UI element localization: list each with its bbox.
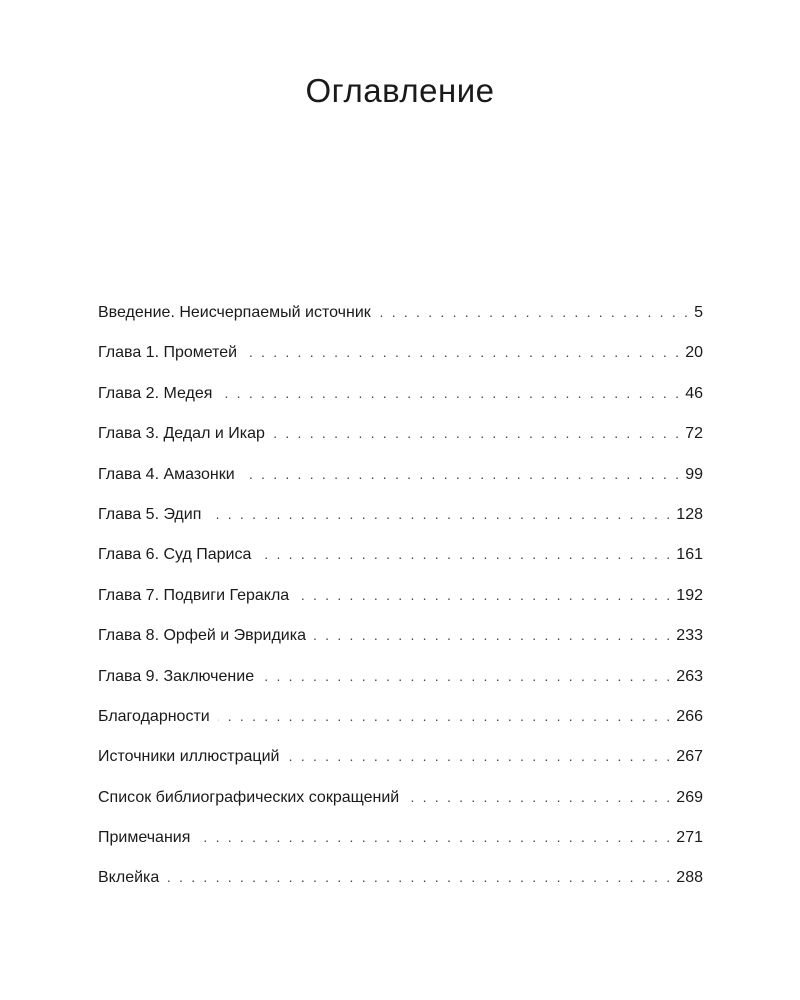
toc-entry-page-number: 192: [676, 586, 703, 604]
toc-entry[interactable]: [98, 702, 703, 742]
dot-leader: [297, 581, 672, 609]
toc-entry[interactable]: [98, 298, 703, 338]
toc-entry-label: Благодарности: [98, 707, 210, 725]
toc-entry-label: Введение. Неисчерпаемый источник: [98, 304, 371, 321]
dot-leader: [273, 419, 681, 447]
table-of-contents: [98, 298, 703, 904]
toc-entry-page-number: 128: [676, 505, 703, 523]
page-title: Оглавление: [305, 72, 495, 109]
toc-entry-label: Источники иллюстраций: [98, 748, 280, 766]
dot-leader: [245, 338, 681, 366]
toc-entry-page-number: 269: [676, 788, 703, 806]
dot-leader: [167, 863, 672, 891]
toc-entry-label: Глава 5. Эдип: [98, 505, 202, 523]
dot-leader: [218, 702, 673, 730]
toc-entry[interactable]: [98, 742, 703, 782]
toc-entry[interactable]: [98, 540, 703, 580]
toc-entry-page-number: 20: [685, 344, 703, 362]
toc-entry-label: Глава 6. Суд Париса: [98, 546, 252, 564]
toc-entry-label: Глава 9. Заключение: [98, 667, 255, 685]
toc-entry-page-number: 233: [676, 627, 703, 645]
toc-entry-label: Список библиографических сокращений: [98, 788, 400, 806]
dot-leader: [407, 783, 672, 811]
toc-entry[interactable]: [98, 460, 703, 500]
toc-entry[interactable]: [98, 379, 703, 419]
dot-leader: [262, 662, 672, 690]
toc-entry-page-number: 288: [676, 869, 703, 887]
dot-leader: [287, 742, 672, 770]
dot-leader: [379, 298, 690, 326]
toc-entry-page-number: 161: [676, 546, 703, 564]
toc-entry[interactable]: [98, 823, 703, 863]
toc-entry[interactable]: [98, 419, 703, 459]
toc-entry-page-number: 72: [685, 425, 703, 443]
toc-entry[interactable]: [98, 783, 703, 823]
dot-leader: [209, 500, 672, 528]
toc-entry[interactable]: [98, 662, 703, 702]
toc-entry-page-number: 267: [676, 748, 703, 766]
toc-entry-page-number: 271: [676, 829, 703, 847]
dot-leader: [220, 379, 681, 407]
toc-entry-page-number: 46: [685, 384, 703, 402]
toc-entry-label: Глава 7. Подвиги Геракла: [98, 586, 290, 604]
dot-leader: [198, 823, 672, 851]
toc-entry[interactable]: [98, 581, 703, 621]
toc-entry-label: Примечания: [98, 829, 191, 847]
toc-entry[interactable]: [98, 500, 703, 540]
toc-entry-label: Глава 4. Амазонки: [98, 465, 235, 483]
toc-entry-label: Глава 2. Медея: [98, 384, 213, 402]
toc-entry-label: Вклейка: [98, 869, 160, 887]
toc-entry-page-number: 263: [676, 667, 703, 685]
toc-entry[interactable]: [98, 621, 703, 661]
toc-entry-page-number: 99: [685, 465, 703, 483]
toc-entry[interactable]: [98, 863, 703, 903]
toc-entry-label: Глава 1. Прометей: [98, 344, 238, 362]
dot-leader: [259, 540, 672, 568]
toc-entry-label: Глава 3. Дедал и Икар: [98, 425, 265, 443]
toc-entry[interactable]: [98, 338, 703, 378]
toc-entry-label: Глава 8. Орфей и Эвридика: [98, 627, 306, 645]
toc-entry-page-number: 266: [676, 707, 703, 725]
dot-leader: [314, 621, 672, 649]
toc-entry-page-number: 5: [694, 304, 703, 321]
dot-leader: [243, 460, 682, 488]
